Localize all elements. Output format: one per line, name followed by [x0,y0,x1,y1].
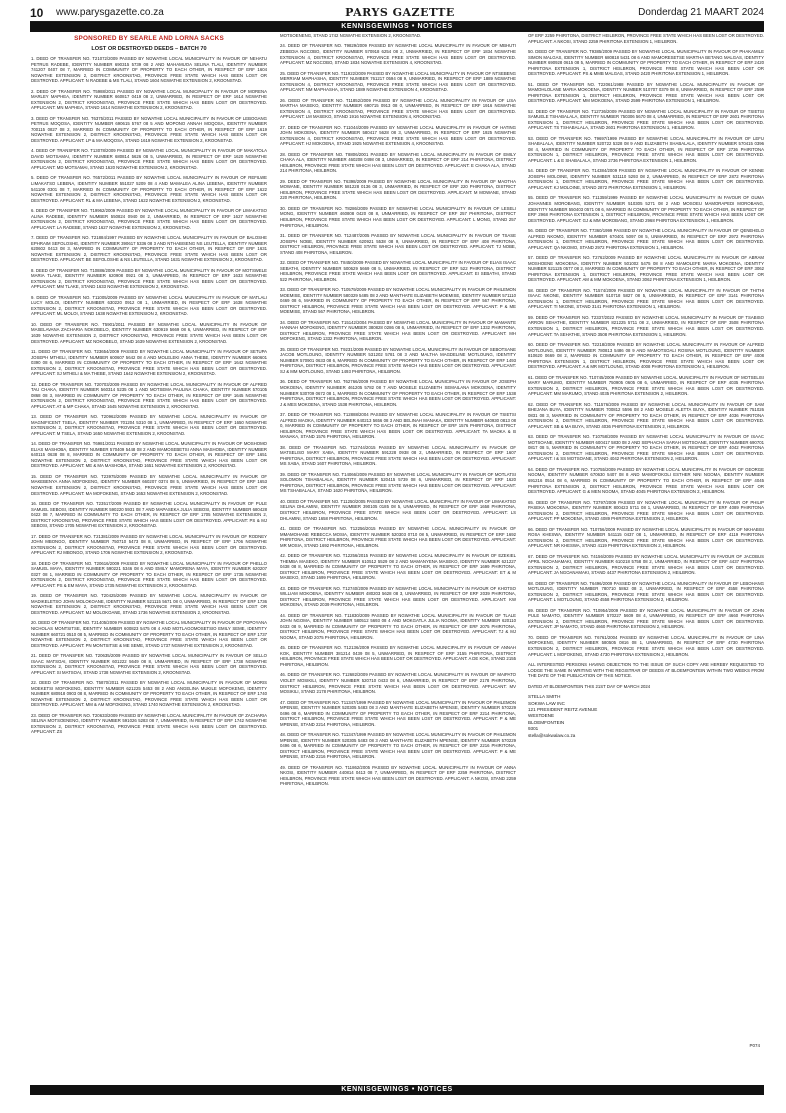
deed-notice: 63. DEED OF TRANSFER NO. T10758/2009 PASSED BY NGWATHE LOCAL MUNICIPALITY IN FAVOUR OF ISAAC MOTSOANE, IDENTITY NUMBER 600417 5830 08 2 AND SEPHACHA SARAH MOTSOANE, IDENTITY NUMBER 690701 0817 08 5, MARRIED IN COMMUNITY OF PROPERTY TO EACH OTHER, IN RESPECT OF ERF 4042 PHIRITONA EXTENSION 2, DISTRICT HEILBRON, PROVINCE FREE STATE WHICH HAS BEEN LOST OR DESTROYED. APPLICANT: I & SS MOTSOANE, STAND 4042 PHIRITONA EXTENSION 2, HEILBRON. [528,434,764,462]
deed-notice: 2. DEED OF TRANSFER NO. T5988/2011 PASSED BY NGWATHE LOCAL MUNICIPALITY IN FAVOUR OF MORENA MARLEY MAPHEA, IDENTITY NUMBER 660817 0419 08 2, UNMARRIED, IN RESPECT OF ERF 1614 NGWATHE EXTENSION 2, DISTRICT KROONSTAD, PROVINCE FREE STATE WHICH HAS BEEN LOST OR DESTROYED. APPLICANT: MN MAPHEA, STAND 1614 NGWATHE EXTENSION 2, KROONSTAD. [31,88,267,111]
deed-notice: OF ERF 2259 PHIRITONA, DISTRICT HEILBRON, PROVINCE FREE STATE WHICH HAS BEEN LOST OR DESTROYED. APPLICANT: A NKOSI, STAND 2259 PHIRITONA EXTENSION 1, HEILBRON. [528,33,764,44]
deed-notice: 66. DEED OF TRANSFER NO. T10756/2009 PASSED BY NGWATHE LOCAL MUNICIPALITY IN FAVOUR OF NKHABISI ROSA KHESWA, IDENTITY NUMBER 541115 0437 08 1, UNMARRIED, IN RESPECT OF ERF 4119 PHIRITONA EXTENSION 2, DISTRICT HEILBRON, PROVINCE FREE STATE WHICH HAS BEEN LOST OR DESTROYED. APPLICANT: NR KHESWA, STAND 4119 PHIRITONA EXTENSION 2, HEILBRON. [528,526,764,549]
deed-notice: 68. DEED OF TRANSFER NO. T6496/2009 PASSED BY NGWATHE LOCAL MUNICIPALITY IN FAVOUR OF LEBOHANG MOTLOUNG, IDENTITY NUMBER 780710 5862 08 2, UNMARRIED, IN RESPECT OF ERF 4558 PHIRITONA EXTENSION 2, DISTRICT HEILBRON, PROVINCE FREE STATE WHICH HAS BEEN LOST OR DESTROYED. APPLICANT: L MOTLOUNG, STAND 4558 PHIRITONA EXTENSION 2, HEILBRON. [528,580,764,603]
deed-notice: 5. DEED OF TRANSFER NO. T6572/2011 PASSED BY NGWATHE LOCAL MUNICIPALITY IN FAVOUR OF REFILWE LIMAKATSO LEBENA, IDENTITY NUMBER 551027 5209 08 4 AND MAMALEA ALINA LEBENA, IDENTITY NUMBER 541109 0301 08 7, MARRIED IN COMMUNITY OF PROPERTY TO EACH OTHER, IN RESPECT OF ERF 1622 NGWATHE EXTENSION 2, DISTRICT KROONSTAD, PROVINCE FREE STATE WHICH HAS BEEN LOST OR DESTROYED. APPLICANT: RL & MA LEBENA, STAND 1622 NGWATHE EXTENSION 2, KROONSTAD. [31,175,267,203]
issue-date: Donderdag 21 MAART 2024 [638,7,764,18]
deed-notice: 24. DEED OF TRANSFER NO. T9829/2009 PASSED BY NGWATHE LOCAL MUNICIPALITY IN FAVOUR OF MBHUTI ZEBEDIA NGCOBO, IDENTITY NUMBER 570918 6254 08 2, UNMARRIED, IN RESPECT OF ERF 1834 NGWATHE EXTENSION 4, DISTRICT KROONSTAD, PROVINCE FREE STATE WHICH HAS BEEN LOST OR DESTROYED. APPLICANT: MZ NGCOBO, STAND 1834 NGWATHE EXTENSION 4, KROONSTAD. [280,43,516,66]
objection-notice: ALL INTERESTED PERSONS HAVING OBJECTION TO THE ISSUE OF SUCH COPY ARE HEREBY REQUESTED TO LODGE THE SAME IN WRITING WITH THE REGISTRAR OF DEEDS AT BLOEMFONTEIN WITHIN TWO WEEKS FROM THE DATE OF THE PUBLICATION OF THIS NOTICE. [528,662,764,679]
sponsor-line: SPONSORED BY SEARLE AND LORNA SACKS [74,35,224,42]
page-header [30,6,764,22]
column-1 [31,33,267,1078]
deed-notice: 17. DEED OF TRANSFER NO. T21381/2009 PASSED BY NGWATHE LOCAL MUNICIPALITY IN FAVOUR OF RODNEY JOHN MBONGO, IDENTITY NUMBER 750710 5473 08 8, UNMARRIED, IN RESPECT OF ERF 1706 NGWATHE EXTENSION 2, DISTRICT KROONSTAD, PROVINCE FREE STATE WHICH HAS BEEN LOST OR DESTROYED. APPLICANT: RJ MBONGO, STAND 1706 NGWATHE EXTENSION 2, KROONSTAD. [31,533,267,556]
deed-notice: 60. DEED OF TRANSFER NO. T2218/2009 PASSED BY NGWATHE LOCAL MUNICIPALITY IN FAVOUR OF ALFRED MOTLOUNG, IDENTITY NUMBER 780813 5486 08 9 AND MAMOTSOALI ROSINA MOTLOUNG, IDENTITY NUMBER 810620 0669 08 2, MARRIED IN COMMUNITY OF PROPERTY TO EACH OTHER, IN RESPECT OF ERF 4008 PHIRITONA EXTENSION 1, DISTRICT HEILBRON, PROVINCE FREE STATE WHICH HAS BEEN LOST OR DESTROYED. APPLICANT: A & MR MOTLOUNG, STAND 4008 PHIRITONA EXTENSION 1, HEILBRON. [528,341,764,370]
deed-notice: 26. DEED OF TRANSFER NO. T11852/2009 PASSED BY NGWATHE LOCAL MUNICIPALITY IN FAVOUR OF LISA MARTHA MASEKO, IDENTITY NUMBER 690715 0913 08 0, UNMARRIED, IN RESPECT OF ERF 1916 NGWATHE EXTENSION 4, DISTRICT KROONSTAD, PROVINCE FREE STATE WHICH HAS BEEN LOST OR DESTROYED. APPLICANT: LM MASEKO, STAND 1916 NGWATHE EXTENSION 4, KROONSTAD. [280,97,516,120]
deed-notice: 67. DEED OF TRANSFER NO. T4156/2009 PASSED BY NGWATHE LOCAL MUNICIPALITY IN FAVOUR OF JACOBUS APRIL NGOANAMAKI, IDENTITY NUMBER 610218 5758 08 2, UNMARRIED, IN RESPECT OF ERF 4437 PHIRITONA EXTENSION 2, DISTRICT HEILBRON, PROVINCE FREE STATE WHICH HAS BEEN LOST OR DESTROYED. APPLICANT: JA NGOANAMAKI, STAND 4437 PHIRITONA EXTENSION 2, HEILBRON. [528,553,764,576]
page-number: 10 [30,6,44,20]
deed-notice: 14. DEED OF TRANSFER NO. T6981/2011 PASSED BY NGWATHE LOCAL MUNICIPALITY IN FAVOUR OF MOSHOMO ELIAS MASHOBA, IDENTITY NUMBER 570409 5448 08 2 AND MAMOSEBETSI ANNA MASHOBA, IDENTITY NUMBER 640115 0638 08 8, MARRIED IN COMMUNITY OF PROPERTY TO EACH OTHER, IN RESPECT OF ERF 1651 NGWATHE EXTENSION 2, DISTRICT KROONSTAD, PROVINCE FREE STATE WHICH HAS BEEN LOST OR DESTROYED. APPLICANT: ME & MA MASHOBA, STAND 1651 NGWATHE EXTENSION 2, KROONSTAD. [31,441,267,469]
address-line: 121 PRESIDENT REITZ AVENUE [528,707,598,712]
deed-notice: 44. DEED OF TRANSFER NO. T11830/2009 PASSED BY NGWATHE LOCAL MUNICIPALITY IN FAVOUR OF TLALE JOHN NGOMA, IDENTITY NUMBER 580512 5693 08 4 AND MOKGATLA JULIA NGOMA, IDENTITY NUMBER 620110 0433 08 9, MARRIED IN COMMUNITY OF PROPERTY TO EACH OTHER, IN RESPECT OF ERF 2075 PHIRITONA, DISTRICT HEILBRON, PROVINCE FREE STATE WHICH HAS BEEN LOST OR DESTROYED. APPLICANT: TJ & MJ NGOMA, STAND 2075 PHIRITONA, HEILBRON. [280,612,516,640]
deed-notice: 18. DEED OF TRANSFER NO. T20616/2009 PASSED BY NGWATHE LOCAL MUNICIPALITY IN FAVOUR OF PHELLO SAMUEL MAYA, IDENTITY NUMBER 590221 5346 08 6 AND EMILY MAMORENA MAYA, IDENTITY NUMBER 620207 0327 08 1, MARRIED IN COMMUNITY OF PROPERTY TO EACH OTHER, IN RESPECT OF ERF 1735 NGWATHE EXTENSION 2, DISTRICT KROONSTAD, PROVINCE FREE STATE WHICH HAS BEEN LOST OR DESTROYED. APPLICANT: PS & EM MAYA, STAND 1735 NGWATHE EXTENSION 2, KROONSTAD. [31,560,267,588]
deed-notice: 51. DEED OF TRANSFER NO. T22061/1988 PASSED BY NGWATHE LOCAL MUNICIPALITY IN FAVOUR OF MAMOHLOLANE MARIA MOKOENA, IDENTITY NUMBER 510707 0379 08 8, UNMARRIED, IN RESPECT OF ERF 2599 PHIRITONA EXTENSION 1, DISTRICT HEILBRON, PROVINCE FREE STATE WHICH HAS BEEN LOST OR DESTROYED. APPLICANT: MM MOKOENA, STAND 2599 PHIRITONA EXTENSION 1, HEILBRON. [528,81,764,104]
deed-notice: 38. DEED OF TRANSFER NO. T12744/2015 PASSED BY NGWATHE LOCAL MUNICIPALITY IN FAVOUR OF MATSELISO MARY XABA, IDENTITY NUMBER 591228 0938 08 2, UNMARRIED, IN RESPECT OF ERF 1607 PHIRITONA, DISTRICT HEILBRON, PROVINCE FREE STATE WHICH HAS BEEN LOST OR DESTROYED. APPLICANT: MS XABA, STAND 1607 PHIRITONA, HEILBRON. [280,444,516,467]
contact-address [528,694,764,739]
deed-notice: 46. DEED OF TRANSFER NO. T12682/2009 PASSED BY NGWATHE LOCAL MUNICIPALITY IN FAVOUR OF MAIPATO VIOLET MOSIKILI, IDENTITY NUMBER 520710 0433 08 6, UNMARRIED, IN RESPECT OF ERF 2178 PHIRITONA, DISTRICT HEILBRON, PROVINCE FREE STATE WHICH HAS BEEN LOST OR DESTROYED. APPLICANT: MV MOSIKILI, STAND 2178 PHIRITONA, HEILBRON. [280,672,516,695]
deed-notice: 70. DEED OF TRANSFER NO. T6761/2004 PASSED BY NGWATHE LOCAL MUNICIPALITY IN FAVOUR OF LINA MOFOKENG, IDENTITY NUMBER 580505 0816 08 1, UNMARRIED, IN RESPECT OF ERF 4730 PHIRITONA EXTENSION 2, DISTRICT HEILBRON, PROVINCE FREE STATE WHICH HAS BEEN LOST OR DESTROYED. APPLICANT: L MOFOKENG, STAND 4730 PHIRITONA EXTENSION 2, HEILBRON. [528,634,764,657]
deed-notice: 65. DEED OF TRANSFER NO. T3797/2009 PASSED BY NGWATHE LOCAL MUNICIPALITY IN FAVOUR OF PHILIP PASEKA MOKOENA, IDENTITY NUMBER 800423 5711 08 1, UNMARRIED, IN RESPECT OF ERF 4089 PHIRITONA EXTENSION 2, DISTRICT HEILBRON, PROVINCE FREE STATE WHICH HAS BEEN LOST OR DESTROYED. APPLICANT: PP MOKOENA, STAND 4089 PHIRITONA EXTENSION 2, HEILBRON. [528,499,764,522]
deed-notice: 22. DEED OF TRANSFER NO. T5870/2011 PASSED BY NGWATHE LOCAL MUNICIPALITY IN FAVOUR OF MORIS MOEKETSI MOFOKENG, IDENTITY NUMBER 621225 5453 08 2 AND ANGELINA MUKILE MOFOKENG, IDENTITY NUMBER 680918 0903 08 8, MARRIED IN COMMUNITY OF PROPERTY TO EACH OTHER, IN RESPECT OF ERF 1740 NGWATHE EXTENSION 2, DISTRICT KROONSTAD, PROVINCE FREE STATE WHICH HAS BEEN LOST OR DESTROYED. APPLICANT: MM & AM MOFOKENG, STAND 1740 NGWATHE EXTENSION 2, KROONSTAD. [31,680,267,708]
column-2 [280,33,516,1078]
deed-notice: 9. DEED OF TRANSFER NO. T11005/2009 PASSED BY NGWATHE LOCAL MUNICIPALITY IN FAVOUR OF MATLALI LUCY MOLOI, IDENTITY NUMBER 630220 0912 08 1, UNMARRIED, IN RESPECT OF ERF 1638 NGWATHE EXTENSION 2, DISTRICT KROONSTAD, PROVINCE FREE STATE WHICH HAS BEEN LOST OR DESTROYED. APPLICANT: ML MOLOI, STAND 1638 NGWATHE EXTENSION 2, KROONSTAD. [31,294,267,317]
deed-notice: 29. DEED OF TRANSFER NO. T6398/2009 PASSED BY NGWATHE LOCAL MUNICIPALITY IN FAVOUR OF MAOTHA MOWANE, IDENTITY NUMBER 581228 0136 08 3, UNMARRIED, IN RESPECT OF ERF 220 PHIRITONA, DISTRICT HEILBRON, PROVINCE FREE STATE WHICH HAS BEEN LOST OR DESTROYED. APPLICANT: M MOWANE, STAND 220 PHIRITONA, HEILBRON. [280,178,516,201]
deed-notice: 4. DEED OF TRANSFER NO. T13078/2009 PASSED BY NGWATHE LOCAL MUNICIPALITY IN FAVOUR OF MAKATOLA DAVID MOTSAMAI, IDENTITY NUMBER 680814 5626 08 5, UNMARRIED, IN RESPECT OF ERF 1620 NGWATHE EXTENSION 2, DISTRICT KROONSTAD, PROVINCE FREE STATE WHICH HAS BEEN LOST OR DESTROYED. APPLICANT: MD MOTSAMAI, STAND 1620 NGWATHE EXTENSION 2, KROONSTAD. [31,148,267,170]
deed-notice: 55. DEED OF TRANSFER NO. T11359/1999 PASSED BY NGWATHE LOCAL MUNICIPALITY IN FAVOUR OF GUMA JOHANNES MOROBANG, IDENTITY NUMBER 510305 5271 08 2 AND MOSOEU MAMORAPEDI MOROBANG, IDENTITY NUMBER 550403 0571 08 6, MARRIED IN COMMUNITY OF PROPERTY TO EACH OTHER, IN RESPECT OF ERF 2968 PHIRITONA EXTENSION 1, DISTRICT HEILBRON, PROVINCE FREE STATE WHICH HAS BEEN LOST OR DESTROYED. APPLICANT: GJ & MM MOROBANG, STAND 2968 PHIRITONA EXTENSION 1, HEILBRON. [528,195,764,223]
deed-notice: 3. DEED OF TRANSFER NO. T6375/2011 PASSED BY NGWATHE LOCAL MUNICIPALITY IN FAVOUR OF LEBOGANG PETRUS MOQOSA, IDENTITY NUMBER 690615 5767 08 5 AND MOPONO ANNAH MOQOSA, IDENTITY NUMBER 700115 0827 08 2, MARRIED IN COMMUNITY OF PROPERTY TO EACH OTHER, IN RESPECT OF ERF 1619 NGWATHE EXTENSION 2, DISTRICT KROONSTAD, PROVINCE FREE STATE WHICH HAS BEEN LOST OR DESTROYED. APPLICANT: LP & MA MOQOSA, STAND 1619 NGWATHE EXTENSION 2, KROONSTAD. [31,115,267,143]
deed-notice: 43. DEED OF TRANSFER NO. T12740/2009 PASSED BY NGWATHE LOCAL MUNICIPALITY IN FAVOUR OF KHOTSO WILLIAM MOKOENA, IDENTITY NUMBER 480203 5628 08 3, UNMARRIED, IN RESPECT OF ERF 2039 PHIRITONA, DISTRICT HEILBRON, PROVINCE FREE STATE WHICH HAS BEEN LOST OR DESTROYED. APPLICANT: KW MOKOENA, STAND 2039 PHIRITONA, HEILBRON. [280,585,516,608]
address-line: 9301 [528,726,539,732]
deed-notice: 59. DEED OF TRANSFER NO. T2337/2022 PASSED BY NGWATHE LOCAL MUNICIPALITY IN FAVOUR OF TSABISO ARRON SEHATHE, IDENTITY NUMBER 821225 5711 08 2, UNMARRIED, IN RESPECT OF ERF 3508 PHIRITONA EXTENSION 1, DISTRICT HEILBRON, PROVINCE FREE STATE WHICH HAS BEEN LOST OR DESTROYED. APPLICANT: TA SEHATHE, STAND 3508 PHIRITONA EXTENSION 1, HEILBRON. [528,314,764,337]
deed-notice: 15. DEED OF TRANSFER NO. T23975/2009 PASSED BY NGWATHE LOCAL MUNICIPALITY IN FAVOUR OF MAKEBENYA ANNA MOFOKENG, IDENTITY NUMBER 660207 0374 08 5, UNMARRIED, IN RESPECT OF ERF 1653 NGWATHE EXTENSION 2, DISTRICT KROONSTAD, PROVINCE FREE STATE WHICH HAS BEEN LOST OR DESTROYED. APPLICANT: MA MOFOKENG, STAND 1653 NGWATHE EXTENSION 2, KROONSTAD. [31,473,267,496]
dated-line: DATED AT BLOEMFONTEIN THIS 21ST DAY OF MARCH 2024 [528,683,651,689]
deed-notice: 28. DEED OF TRANSFER NO. T8806/2001 PASSED BY NGWATHE LOCAL MUNICIPALITY IN FAVOUR OF EMILY CHAKA ALA, IDENTITY NUMBER 460208 0498 08 3, UNMARRIED, IN RESPECT OF ERF 214 PHIRITONA, DISTRICT HEILBRON, PROVINCE FREE STATE WHICH HAS BEEN LOST OR DESTROYED. APPLICANT: E CHAKA ALA, STAND 214 PHIRITONA, HEILBRON. [280,151,516,174]
deed-notice: 37. DEED OF TRANSFER NO. T12888/2004 PASSED BY NGWATHE LOCAL MUNICIPALITY IN FAVOUR OF TSIETSI ALFRED MAOKA, IDENTITY NUMBER 640213 5656 08 3 AND BELINAH MANAKA, IDENTITY NUMBER 640930 0813 08 0, MARRIED IN COMMUNITY OF PROPERTY TO EACH OTHER, IN RESPECT OF ERF 1576 PHIRITONA, DISTRICT HEILBRON, PROVINCE FREE STATE WHICH HAS BEEN LOST OR DESTROYED. APPLICANT: TA MAOKA & B MANAKA, STAND 1576 PHIRITONA, HEILBRON. [280,412,516,440]
deed-notice: 42. DEED OF TRANSFER NO. T12256/2015 PASSED BY NGWATHE LOCAL MUNICIPALITY IN FAVOUR OF EZEKIEL THEMBA MASEKO, IDENTITY NUMBER 610512 5529 08 2 AND MAMANYENA MASEKO, IDENTITY NUMBER 621227 0438 08 8, MARRIED IN COMMUNITY OF PROPERTY TO EACH OTHER, IN RESPECT OF ERF 1699 PHIRITONA, DISTRICT HEILBRON, PROVINCE FREE STATE WHICH HAS BEEN LOST OR DESTROYED. APPLICANT: ET & M MASEKO, STAND 1699 PHIRITONA, HEILBRON. [280,553,516,581]
deed-notice: 39. DEED OF TRANSFER NO. T14066/2009 PASSED BY NGWATHE LOCAL MUNICIPALITY IN FAVOUR OF MOTLATSI SOLOMON TSHABALALA, IDENTITY NUMBER 520415 5739 08 6, UNMARRIED, IN RESPECT OF ERF 1620 PHIRITONA, DISTRICT HEILBRON, PROVINCE FREE STATE WHICH HAS BEEN LOST OR DESTROYED. APPLICANT: MS TSHABALALA, STAND 1620 PHIRITONA, HEILBRON. [280,471,516,494]
deed-notice: 64. DEED OF TRANSFER NO. T10755/2009 PASSED BY NGWATHE LOCAL MUNICIPALITY IN FAVOUR OF GEORGE NGOMA, IDENTITY NUMBER 670630 5407 08 8 AND MAMOFOKOLI ESTHER NINI NGOMA, IDENTITY NUMBER 691216 0514 08 6, MARRIED IN COMMUNITY OF PROPERTY TO EACH OTHER, IN RESPECT OF ERF 4045 PHIRITONA EXTENSION 2, DISTRICT HEILBRON, PROVINCE FREE STATE WHICH HAS BEEN LOST OR DESTROYED. APPLICANT: G & MEN NGOMA, STAND 4045 PHIRITONA EXTENSION 2, HEILBRON. [528,466,764,495]
deed-notice: 21. DEED OF TRANSFER NO. T20635/2009 PASSED BY NGWATHE LOCAL MUNICIPALITY IN FAVOUR OF SELLO ISAAC MATSOAI, IDENTITY NUMBER 601222 5649 08 8, UNMARRIED, IN RESPECT OF ERF 1738 NGWATHE EXTENSION 2, DISTRICT KROONSTAD, PROVINCE FREE STATE WHICH HAS BEEN LOST OR DESTROYED. APPLICANT: SI MATSOAI, STAND 1738 NGWATHE EXTENSION 2, KROONSTAD. [31,653,267,675]
deed-notice: MOTSOENENG, STAND 1742 NGWATHE EXTENSION 2, KROONSTAD. [280,33,422,38]
deed-notice: 41. DEED OF TRANSFER NO. T12256/2015 PASSED BY NGWATHE LOCAL MUNICIPALITY IN FAVOUR OF MMAMOHANE REBECCA MOSIA, IDENTITY NUMBER 520303 0710 08 5, UNMARRIED, IN RESPECT OF ERF 1692 PHIRITONA, DISTRICT HEILBRON, PROVINCE FREE STATE WHICH HAS BEEN LOST OR DESTROYED. APPLICANT: MR MOSIA, STAND 1692 PHIRITONA, HEILBRON. [280,525,516,548]
deed-notice: 49. DEED OF TRANSFER NO. T11862/2005 PASSED BY NGWATHE LOCAL MUNICIPALITY IN FAVOUR OF ANNA NKOSI, IDENTITY NUMBER 440814 0413 08 7, UNMARRIED, IN RESPECT OF ERF 2259 PHIRITONA, DISTRICT HEILBRON, PROVINCE FREE STATE WHICH HAS BEEN LOST OR DESTROYED. APPLICANT: A NKOSI, STAND 2259 PHIRITONA, HEILBRON. [280,764,516,787]
address-line: STELLA SMITH [528,694,561,700]
notice-list [528,33,764,657]
deed-notice: 33. DEED OF TRANSFER NO. T10579/2009 PASSED BY NGWATHE LOCAL MUNICIPALITY IN FAVOUR OF PHILEMON MOEMISE, IDENTITY NUMBER 580329 5485 08 2 AND MANTHATE ELIZABETH MOEMISE, IDENTITY NUMBER 571110 0469 08 6, MARRIED IN COMMUNITY OF PROPERTY TO EACH OTHER, IN RESPECT OF ERF 567 PHIRITONA, DISTRICT HEILBRON, PROVINCE FREE STATE WHICH HAS BEEN LOST OR DESTROYED. APPLICANT: P & ME MOEMISE, STAND 567 PHIRITONA, HEILBRON. [280,287,516,315]
section-title: LOST OR DESTROYED DEEDS – BATCH 70 [91,46,207,52]
deed-notice: 36. DEED OF TRANSFER NO. T62766/2009 PASSED BY NGWATHE LOCAL MUNICIPALITY IN FAVOUR OF JOSEPH MOKOENA, IDENTITY NUMBER 461205 5782 08 7 AND MOSELE ELIZABETH SEMAILANA MOKOENA, IDENTITY NUMBER 530709 0672 08 1, MARRIED IN COMMUNITY OF PROPERTY TO EACH OTHER, IN RESPECT OF ERF 1538 PHIRITONA, DISTRICT HEILBRON, PROVINCE FREE STATE WHICH HAS BEEN LOST OR DESTROYED. APPLICANT: J & MES MOKOENA, STAND 1538 PHIRITONA, HEILBRON. [280,379,516,407]
deed-notice: 1. DEED OF TRANSFER NO. T21072/2009 PASSED BY NGWATHE LOCAL MUNICIPALITY IN FAVOUR OF NEHATU PETRUS RADEBE, IDENTITY NUMBER 690315 5739 08 2 AND MAHAMUOA SELINA TLALI, IDENTITY NUMBER 741207 0407 08 7, MARRIED IN COMMUNITY OF PROPERTY TO EACH OTHER, IN RESPECT OF ERF 1604 NGWATHE EXTENSION 2, DISTRICT KROONSTAD, PROVINCE FREE STATE WHICH HAS BEEN LOST OR DESTROYED. APPLICANT: N RADEBE & MS TLALI, STAND 1604 NGWATHE EXTENSION 2, KROONSTAD. [31,56,267,84]
section-band-top: KENNISGEWINGS • NOTICES [30,22,764,32]
deed-notice: 12. DEED OF TRANSFER NO. T20703/2009 PASSED BY NGWATHE LOCAL MUNICIPALITY IN FAVOUR OF ALFRED TAU CHAKA, IDENTITY NUMBER 560314 5235 08 1 AND MOTSEMA PAULINA CHAKA, IDENTITY NUMBER 570105 0868 08 3, MARRIED IN COMMUNITY OF PROPERTY TO EACH OTHER, IN RESPECT OF ERF 1645 NGWATHE EXTENSION 2, DISTRICT KROONSTAD, PROVINCE FREE STATE WHICH HAS BEEN LOST OR DESTROYED. APPLICANT: AT & MP CHAKA, STAND 1645 NGWATHE EXTENSION 2, KROONSTAD. [31,381,267,409]
email-address: stella@sokwalaw.co.za [528,732,576,738]
deed-notice: 54. DEED OF TRANSFER NO. T14384/2009 PASSED BY NGWATHE LOCAL MUNICIPALITY IN FAVOUR OF KENNE JOSEPH MOLOINE, IDENTITY NUMBER 531110 5293 08 2, UNMARRIED, IN RESPECT OF ERF 2872 PHIRITONA EXTENSION 1, DISTRICT HEILBRON, PROVINCE FREE STATE WHICH HAS BEEN LOST OR DESTROYED. APPLICANT: KJ MOLOINE, STAND 2872 PHIRITONA EXTENSION 1, HEILBRON. [528,168,764,191]
address-line: BLOEMFONTEIN [528,719,565,725]
deed-notice: 56. DEED OF TRANSFER NO. T7360/1999 PASSED BY NGWATHE LOCAL MUNICIPALITY IN FAVOUR OF QENEHELO ALFRED NKOMO, IDENTITY NUMBER 670401 5097 08 5, UNMARRIED, IN RESPECT OF ERF 2972 PHIRITONA EXTENSION 1, DISTRICT HEILBRON, PROVINCE FREE STATE WHICH HAS BEEN LOST OR DESTROYED. APPLICANT: QA NKOMO, STAND 2972 PHIRITONA EXTENSION 1, HEILBRON. [528,228,764,250]
deed-notice: 8. DEED OF TRANSFER NO. T10886/2009 PASSED BY NGWATHE LOCAL MUNICIPALITY IN FAVOUR OF MOTSWELE MARIA TLAKE, IDENTITY NUMBER 620908 0921 08 3, UNMARRIED, IN RESPECT OF ERF 1633 NGWATHE EXTENSION 2, DISTRICT KROONSTAD, PROVINCE FREE STATE WHICH HAS BEEN LOST OR DESTROYED. APPLICANT: MM TLAKE, STAND 1633 NGWATHE EXTENSION 2, KROONSTAD. [31,267,267,290]
deed-notice: 31. DEED OF TRANSFER NO. T12487/2005 PASSED BY NGWATHE LOCAL MUNICIPALITY IN FAVOUR OF TSASE JOSEPH NOBE, IDENTITY NUMBER 620921 5538 08 9, UNMARRIED, IN RESPECT OF ERF 408 PHIRITONA, DISTRICT HEILBRON, PROVINCE FREE STATE WHICH HAS BEEN LOST OR DESTROYED. APPLICANT: TJ NOBE, STAND 408 PHIRITONA, HEILBRON. [280,232,516,255]
deed-notice: 27. DEED OF TRANSFER NO. T11044/2009 PASSED BY NGWATHE LOCAL MUNICIPALITY IN FAVOUR OF HATING JOHN MOKOENA, IDENTITY NUMBER 580417 5628 08 3, UNMARRIED, IN RESPECT OF ERF 1925 NGWATHE EXTENSION 4, DISTRICT KROONSTAD, PROVINCE FREE STATE WHICH HAS BEEN LOST OR DESTROYED. APPLICANT: HJ MOKOENA, STAND 1925 NGWATHE EXTENSION 4, KROONSTAD. [280,124,516,147]
deed-notice: 19. DEED OF TRANSFER NO. T20425/2009 PASSED BY NGWATHE LOCAL MUNICIPALITY IN FAVOUR OF MADIKELETSO JOHN MOLOKOANE, IDENTITY NUMBER 521115 5671 08 0, UNMARRIED, IN RESPECT OF ERF 1736 NGWATHE EXTENSION 2, DISTRICT KROONSTAD, PROVINCE FREE STATE WHICH HAS BEEN LOST OR DESTROYED. APPLICANT: MJ MOLOKOANE, STAND 1736 NGWATHE EXTENSION 2, KROONSTAD. [31,593,267,615]
deed-notice: 61. DEED OF TRANSFER NO. T10745/2009 PASSED BY NGWATHE LOCAL MUNICIPALITY IN FAVOUR OF MOTSELISI MARY MARUMO, IDENTITY NUMBER 750905 0605 08 6, UNMARRIED, IN RESPECT OF ERF 4035 PHIRITONA EXTENSION 2, DISTRICT HEILBRON, PROVINCE FREE STATE WHICH HAS BEEN LOST OR DESTROYED. APPLICANT: MM MARUMO, STAND 4035 PHIRITONA EXTENSION 2, HEILBRON. [528,374,764,397]
deed-notice: 53. DEED OF TRANSFER NO. T9697/1999 PASSED BY NGWATHE LOCAL MUNICIPALITY IN FAVOUR OF LEFU SHABALALA, IDENTITY NUMBER 520722 5328 08 9 AND ELIZABETH SHABALALA, IDENTITY NUMBER 570415 0396 08 4, MARRIED IN COMMUNITY OF PROPERTY TO EACH OTHER, IN RESPECT OF ERF 2736 PHIRITONA EXTENSION 1, DISTRICT HEILBRON, PROVINCE FREE STATE WHICH HAS BEEN LOST OR DESTROYED. APPLICANT: L & E SHABALALA, STAND 2736 PHIRITONA EXTENSION 1, HEILBRON. [528,135,764,163]
deed-notice: 48. DEED OF TRANSFER NO. T11347/1999 PASSED BY NGWATHE LOCAL MUNICIPALITY IN FAVOUR OF PHILEMON MPENSE, IDENTITY NUMBER 520305 5483 08 3 AND MANTHATE ELIZABETH MPENSE, IDENTITY NUMBER 570229 0496 08 6, MARRIED IN COMMUNITY OF PROPERTY TO EACH OTHER, IN RESPECT OF ERF 2216 PHIRITONA, DISTRICT HEILBRON, PROVINCE FREE STATE WHICH HAS BEEN LOST OR DESTROYED. APPLICANT: P & ME MPENSE, STAND 2216 PHIRITONA, HEILBRON. [280,732,516,760]
column-3 [528,33,764,1078]
notice-list [31,56,267,735]
deed-notice: 62. DEED OF TRANSFER NO. T11576/2009 PASSED BY NGWATHE LOCAL MUNICIPALITY IN FAVOUR OF SAM BHEJANA BUYA, IDENTITY NUMBER 700812 5596 08 2 AND MOSELE ALETTA BUYA, IDENTITY NUMBER 751026 0831 08 3, MARRIED IN COMMUNITY OF PROPERTY TO EACH OTHER, IN RESPECT OF ERF 4036 PHIRITONA EXTENSION 2, DISTRICT HEILBRON, PROVINCE FREE STATE WHICH HAS BEEN LOST OR DESTROYED. APPLICANT: SB & MA BUYA, STAND 4036 PHIRITONA EXTENSION 2, HEILBRON. [528,401,764,429]
deed-notice: 7. DEED OF TRANSFER NO. T21884/1997 PASSED BY NGWATHE LOCAL MUNICIPALITY IN FAVOUR OF BALOSHE EPHRAIM SEFOLOSHE, IDENTITY NUMBER 390617 5336 08 3 AND NTHABISENG NS LEUTELLA, IDENTITY NUMBER 620602 0413 08 3, MARRIED IN COMMUNITY OF PROPERTY TO EACH OTHER, IN RESPECT OF ERF 1631 NGWATHE EXTENSION 2, DISTRICT KROONSTAD, PROVINCE FREE STATE WHICH HAS BEEN LOST OR DESTROYED. APPLICANT: BE SEFOLOSHE & NS LEUTELLA, STAND 1631 NGWATHE EXTENSION 2, KROONSTAD. [31,235,267,263]
deed-notice: 6. DEED OF TRANSFER NO. T19962/2009 PASSED BY NGWATHE LOCAL MUNICIPALITY IN FAVOUR OF LIMAKATSO ALINA RADEBE, IDENTITY NUMBER 550824 0940 08 2, UNMARRIED, IN RESPECT OF ERF 1627 NGWATHE EXTENSION 2, DISTRICT KROONSTAD, PROVINCE FREE STATE WHICH HAS BEEN LOST OR DESTROYED. APPLICANT: LA RADEBE, STAND 1627 NGWATHE EXTENSION 2, KROONSTAD. [31,208,267,230]
deed-notice: 23. DEED OF TRANSFER NO. T20633/2009 PASSED BY NGWATHE LOCAL MUNICIPALITY IN FAVOUR OF ZACHARIA SELINA MOTSOENENG, IDENTITY NUMBER 591026 5283 08 7, UNMARRIED, IN RESPECT OF ERF 1742 NGWATHE EXTENSION 2, DISTRICT KROONSTAD, PROVINCE FREE STATE WHICH HAS BEEN LOST OR DESTROYED. APPLICANT: ZS [31,712,267,735]
deed-notice: 34. DEED OF TRANSFER NO. T15142/2004 PASSED BY NGWATHE LOCAL MUNICIPALITY IN FAVOUR OF MAMANTE HANNAH MOFOKENG, IDENTITY NUMBER 380828 0286 08 6, UNMARRIED, IN RESPECT OF ERF 1332 PHIRITONA, DISTRICT HEILBRON, PROVINCE FREE STATE WHICH HAS BEEN LOST OR DESTROYED. APPLICANT: MH MOFOKENG, STAND 1332 PHIRITONA, HEILBRON. [280,319,516,342]
page-reference: P074 [749,1043,760,1048]
deed-notice: 58. DEED OF TRANSFER NO. T1574/2009 PASSED BY NGWATHE LOCAL MUNICIPALITY IN FAVOUR OF THITHI ISAAC NKONE, IDENTITY NUMBER 510718 5827 08 5, UNMARRIED, IN RESPECT OF ERF 3141 PHIRITONA EXTENSION 1, DISTRICT HEILBRON, PROVINCE FREE STATE WHICH HAS BEEN LOST OR DESTROYED. APPLICANT: TI NKONE, STAND 3141 PHIRITONA EXTENSION 1, HEILBRON. [528,287,764,310]
address-line: SOKWA LAW INC [528,700,565,706]
deed-notice: 57. DEED OF TRANSFER NO. T2762/2009 PASSED BY NGWATHE LOCAL MUNICIPALITY IN FAVOUR OF ABRAM MOSHOENE MOKOENA, IDENTITY NUMBER 501002 5475 08 8 AND MAMOLEFE MARIA MOKOENA, IDENTITY NUMBER 521125 0577 08 2, MARRIED IN COMMUNITY OF PROPERTY TO EACH OTHER, IN RESPECT OF ERF 3062 PHIRITONA EXTENSION 1, DISTRICT HEILBRON, PROVINCE FREE STATE WHICH HAS BEEN LOST OR DESTROYED. APPLICANT: AM & MM MOKOENA, STAND 3062 PHIRITONA EXTENSION 1, HEILBRON. [528,255,764,283]
deed-notice: 32. DEED OF TRANSFER NO. T8450/2009 PASSED BY NGWATHE LOCAL MUNICIPALITY IN FAVOUR OF ELIAS ISAAC SEBATHI, IDENTITY NUMBER 500629 5669 08 5, UNMARRIED, IN RESPECT OF ERF 522 PHIRITONA, DISTRICT HEILBRON, PROVINCE FREE STATE WHICH HAS BEEN LOST OR DESTROYED. APPLICANT: EI SEBATHI, STAND 522 PHIRITONA, HEILBRON. [280,260,516,282]
address-line: WESTDENE [528,713,555,719]
website: www.parysgazette.co.za [56,7,164,18]
deed-notice: 50. DEED OF TRANSFER NO. T9385/2009 PASSED BY NGWATHE LOCAL MUNICIPALITY IN FAVOUR OF PHAKAMILE SIMON MALGAS, IDENTITY NUMBER 680818 5431 08 6 AND MAMORESETSE MARTHA BETANG MALGAS, IDENTITY NUMBER 690928 0615 08 5, MARRIED IN COMMUNITY OF PROPERTY TO EACH OTHER, IN RESPECT OF ERF 2420 PHIRITONA EXTENSION 1, DISTRICT HEILBRON, PROVINCE FREE STATE WHICH HAS BEEN LOST OR DESTROYED. APPLICANT: PS & MMB MALGAS, STAND 2420 PHIRITONA EXTENSION 1, HEILBRON. [528,48,764,77]
deed-notice: 10. DEED OF TRANSFER NO. T5901/2011 PASSED BY NGWATHE LOCAL MUNICIPALITY IN FAVOUR OF MASELAVANA ZACHARIA NOKOBELO, IDENTITY NUMBER 630919 5669 08 6, UNMARRIED, IN RESPECT OF ERF 1639 NGWATHE EXTENSION 2, DISTRICT KROONSTAD, PROVINCE FREE STATE WHICH HAS BEEN LOST OR DESTROYED. APPLICANT: MZ NOKOBELO, STAND 1639 NGWATHE EXTENSION 2, KROONSTAD. [31,321,267,344]
deed-notice: 35. DEED OF TRANSFER NO. T9231/2009 PASSED BY NGWATHE LOCAL MUNICIPALITY IN FAVOUR OF SEBOTSANE JACOB MOTLOUNG, IDENTITY NUMBER 531202 5781 08 3 AND MALTHA MAGDELINE MOTLOUNG, IDENTITY NUMBER 570901 0633 08 6, MARRIED IN COMMUNITY OF PROPERTY TO EACH OTHER, IN RESPECT OF ERF 1493 PHIRITONA, DISTRICT HEILBRON, PROVINCE FREE STATE WHICH HAS BEEN LOST OR DESTROYED. APPLICANT: SJ & MM MOTLOUNG, STAND 1493 PHIRITONA, HEILBRON. [280,346,516,375]
newspaper-name: PARYS GAZETTE [345,6,455,19]
section-band-bottom: KENNISGEWINGS • NOTICES [30,1085,764,1095]
deed-notice: 13. DEED OF TRANSFER NO. T20962/2009 PASSED BY NGWATHE LOCAL MUNICIPALITY IN FAVOUR OF MAGNIFICENT TSELA, IDENTITY NUMBER 701204 5310 08 1, UNMARRIED, IN RESPECT OF ERF 1650 NGWATHE EXTENSION 2, DISTRICT KROONSTAD, PROVINCE FREE STATE WHICH HAS BEEN LOST OR DESTROYED. APPLICANT: M TSELA, STAND 1650 NGWATHE EXTENSION 2, KROONSTAD. [31,414,267,436]
deed-notice: 20. DEED OF TRANSFER NO. T21405/2009 PASSED BY NGWATHE LOCAL MUNICIPALITY IN FAVOUR OF POPOYANA NICHOLAS MONTSITSE, IDENTITY NUMBER 600823 5475 08 4 AND MOTLAGOMOSETSIO EMILY SEME, IDENTITY NUMBER 660721 0510 08 5, MARRIED IN COMMUNITY OF PROPERTY TO EACH OTHER, IN RESPECT OF ERF 1737 NGWATHE EXTENSION 2, DISTRICT KROONSTAD, PROVINCE FREE STATE WHICH HAS BEEN LOST OR DESTROYED. APPLICANT: PN MONTSITSE & ME SEME, STAND 1737 NGWATHE EXTENSION 2, KROONSTAD. [31,620,267,648]
deed-notice: 25. DEED OF TRANSFER NO. T11922/2009 PASSED BY NGWATHE LOCAL MUNICIPALITY IN FAVOUR OF NTSEBENG MERRIAM MAPHASHA, IDENTITY NUMBER 761217 0594 08 9, UNMARRIED, IN RESPECT OF ERF 1889 NGWATHE EXTENSION 4, DISTRICT KROONSTAD, PROVINCE FREE STATE WHICH HAS BEEN LOST OR DESTROYED. APPLICANT: NM MAPHASHA, STAND 1889 NGWATHE EXTENSION 4, KROONSTAD. [280,70,516,93]
deed-notice: 16. DEED OF TRANSFER NO. T23517/2009 PASSED BY NGWATHE LOCAL MUNICIPALITY IN FAVOUR OF PULE SAMUEL SEBOSI, IDENTITY NUMBER 590220 5931 08 7 AND MAPASEKA JULIA SEBOSI, IDENTITY NUMBER 680428 0422 08 7, MARRIED IN COMMUNITY TO EACH OTHER, IN RESPECT OF ERF 1705 NGWATHE EXTENSION 2, DISTRICT KROONSTAD, PROVINCE FREE STATE WHICH HAS BEEN LOST OR DESTROYED. APPLICANT: PS & MJ SEBOSI, STAND 1705 NGWATHE EXTENSION 2, KROONSTAD. [31,501,267,529]
deed-notice: 69. DEED OF TRANSFER NO. T10954/2009 PASSED BY NGWATHE LOCAL MUNICIPALITY IN FAVOUR OF JOHN PULE NAMATO, IDENTITY NUMBER 570227 5609 08 4, UNMARRIED, IN RESPECT OF ERF 4660 PHIRITONA EXTENSION 2, DISTRICT HEILBRON, PROVINCE FREE STATE WHICH HAS BEEN LOST OR DESTROYED. APPLICANT: JP NAMATO, STAND 4660 PHIRITONA EXTENSION 2, HEILBRON. [528,607,764,630]
deed-notice: 52. DEED OF TRANSFER NO. T12736/2009 PASSED BY NGWATHE LOCAL MUNICIPALITY IN FAVOUR OF TSIETSI SAMUELE TSHABALALA, IDENTITY NUMBER 750306 5670 08 4, UNMARRIED, IN RESPECT OF ERF 2601 PHIRITONA EXTENSION 1, DISTRICT HEILBRON, PROVINCE FREE STATE WHICH HAS BEEN LOST OR DESTROYED. APPLICANT: TS TSHABALALA, STAND 2601 PHIRITONA EXTENSION 1, HEILBRON. [528,108,764,131]
notice-list [280,33,516,787]
deed-notice: 47. DEED OF TRANSFER NO. T11347/1999 PASSED BY NGWATHE LOCAL MUNICIPALITY IN FAVOUR OF PHILEMON MPENSE, IDENTITY NUMBER 520305 5483 08 3 AND MANTHATE ELIZABETH MPENSE, IDENTITY NUMBER 570229 0496 08 6, MARRIED IN COMMUNITY OF PROPERTY TO EACH OTHER, IN RESPECT OF ERF 2214 PHIRITONA, DISTRICT HEILBRON, PROVINCE FREE STATE WHICH HAS BEEN LOST OR DESTROYED. APPLICANT: P & ME MPENSE, STAND 2214 PHIRITONA, HEILBRON. [280,699,516,727]
deed-notice: 30. DEED OF TRANSFER NO. T8286/2009 PASSED BY NGWATHE LOCAL MUNICIPALITY IN FAVOUR OF LESELI MONG, IDENTITY NUMBER 460808 0420 08 8, UNMARRIED, IN RESPECT OF ERF 257 PHIRITONA, DISTRICT HEILBRON, PROVINCE FREE STATE WHICH HAS BEEN LOST OR DESTROYED. APPLICANT: L MONG, STAND 257 PHIRITONA, HEILBRON. [280,205,516,228]
deed-notice: 45. DEED OF TRANSFER NO. T12136/2009 PASSED BY NGWATHE LOCAL MUNICIPALITY IN FAVOUR OF ANNAH KOK, IDENTITY NUMBER 381214 0439 08 5, UNMARRIED, IN RESPECT OF ERF 2155 PHIRITONA, DISTRICT HEILBRON, PROVINCE FREE STATE WHICH HAS BEEN LOST OR DESTROYED. APPLICANT: A DE KOK, STAND 2155 PHIRITONA, HEILBRON. [280,645,516,667]
deed-notice: 40. DEED OF TRANSFER NO. T11250/2005 PASSED BY NGWATHE LOCAL MUNICIPALITY IN FAVOUR OF LIMAKATSO SELINA DHLAMINI, IDENTITY NUMBER 390105 0185 08 5, UNMARRIED, IN RESPECT OF ERF 1658 PHIRITONA, DISTRICT HEILBRON, PROVINCE FREE STATE WHICH HAS BEEN LOST OR DESTROYED. APPLICANT: LS DHLAMINI, STAND 1658 PHIRITONA, HEILBRON. [280,498,516,521]
deed-notice: 11. DEED OF TRANSFER NO. T23654/2009 PASSED BY NGWATHE LOCAL MUNICIPALITY IN FAVOUR OF SETUPA JOSEPH MTHELI, IDENTITY NUMBER 600607 5642 08 4 AND MOLELEKI ANNA THEBE, IDENTITY NUMBER 660601 0390 08 6, MARRIED IN COMMUNITY OF PROPERTY TO EACH OTHER, IN RESPECT OF ERF 1642 NGWATHE EXTENSION 2, DISTRICT KROONSTAD, PROVINCE FREE STATE WHICH HAS BEEN LOST OR DESTROYED. APPLICANT: SJ MTHELI & MA THEBE, STAND 1642 NGWATHE EXTENSION 2, KROONSTAD. [31,348,267,377]
